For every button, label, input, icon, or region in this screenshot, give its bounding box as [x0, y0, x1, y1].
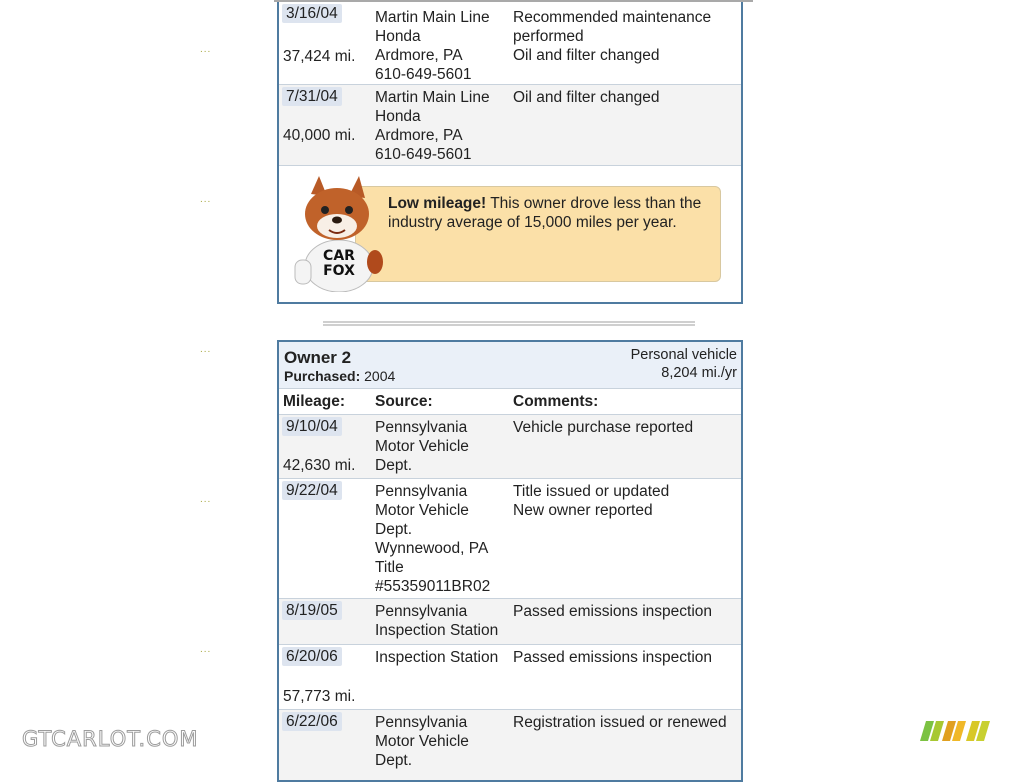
record-date: 9/10/04 — [282, 417, 342, 436]
owner-header — [279, 342, 741, 389]
record-comments: Passed emissions inspection — [513, 649, 713, 666]
record-source: Pennsylvania Motor Vehicle Dept. Wynnewood, PA Title #55359011BR02 — [375, 483, 491, 595]
table-row — [279, 479, 741, 599]
table-row — [279, 645, 741, 710]
owner2-history-table — [277, 340, 743, 782]
record-comments: Oil and filter changed — [513, 89, 660, 106]
carfox-mascot-icon — [289, 174, 387, 292]
record-mileage: 57,773 mi. — [283, 688, 356, 705]
spacer-dots: ... — [200, 194, 212, 205]
spacer-dots: ... — [200, 44, 212, 55]
record-comments: Vehicle purchase reported — [513, 419, 694, 436]
section-separator — [323, 321, 695, 326]
record-mileage: 42,630 mi. — [283, 457, 356, 474]
spacer-dots: ... — [200, 494, 212, 505]
record-date: 7/31/04 — [282, 87, 342, 106]
table-row — [279, 710, 741, 780]
owner-vehicle-info — [631, 346, 737, 382]
record-source: Inspection Station — [375, 649, 499, 666]
purchased-date: Purchased: 2004 — [284, 368, 396, 384]
vehicle-type: Personal vehicle — [630, 347, 737, 363]
record-source: Pennsylvania Motor Vehicle Dept. — [375, 419, 469, 474]
shirt-line-1: CAR — [323, 248, 355, 264]
record-source: Martin Main Line Honda Ardmore, PA 610-649-5601 — [375, 9, 490, 83]
column-headers — [279, 389, 741, 415]
table-row — [279, 599, 741, 645]
record-comments: Passed emissions inspection — [513, 603, 713, 620]
table-row — [279, 85, 741, 166]
record-date: 6/20/06 — [282, 647, 342, 666]
table-row — [279, 2, 741, 85]
record-date: 9/22/04 — [282, 481, 342, 500]
col-header-comments: Comments: — [513, 393, 599, 410]
spacer-dots: ... — [200, 644, 212, 655]
low-mileage-callout — [355, 186, 721, 282]
record-mileage: 37,424 mi. — [283, 48, 356, 65]
table-row — [279, 415, 741, 479]
col-header-mileage: Mileage: — [283, 393, 346, 410]
record-date: 8/19/05 — [282, 601, 342, 620]
col-header-source: Source: — [375, 393, 433, 410]
record-date: 6/22/06 — [282, 712, 342, 731]
record-comments: Recommended maintenance performed Oil and filter changed — [513, 9, 712, 64]
record-date: 3/16/04 — [282, 4, 342, 23]
spacer-dots: ... — [200, 344, 212, 355]
watermark: GTCARLOT.COM — [22, 727, 199, 751]
record-source: Pennsylvania Motor Vehicle Dept. — [375, 714, 469, 769]
stripes-logo-icon — [920, 721, 998, 741]
owner-title: Owner 2 — [284, 348, 352, 367]
record-source: Pennsylvania Inspection Station — [375, 603, 499, 639]
record-comments: Title issued or updated New owner reported — [513, 483, 670, 519]
record-source: Martin Main Line Honda Ardmore, PA 610-649-5601 — [375, 89, 490, 163]
callout-text: Low mileage! This owner drove less than the industry average of 15,000 miles per year. — [388, 195, 702, 231]
record-comments: Registration issued or renewed — [513, 714, 727, 731]
mileage-per-year: 8,204 mi./yr — [661, 365, 737, 381]
record-mileage: 40,000 mi. — [283, 127, 356, 144]
owner1-history-table — [277, 2, 743, 304]
low-mileage-callout-row — [279, 166, 741, 302]
shirt-line-2: FOX — [323, 263, 355, 279]
